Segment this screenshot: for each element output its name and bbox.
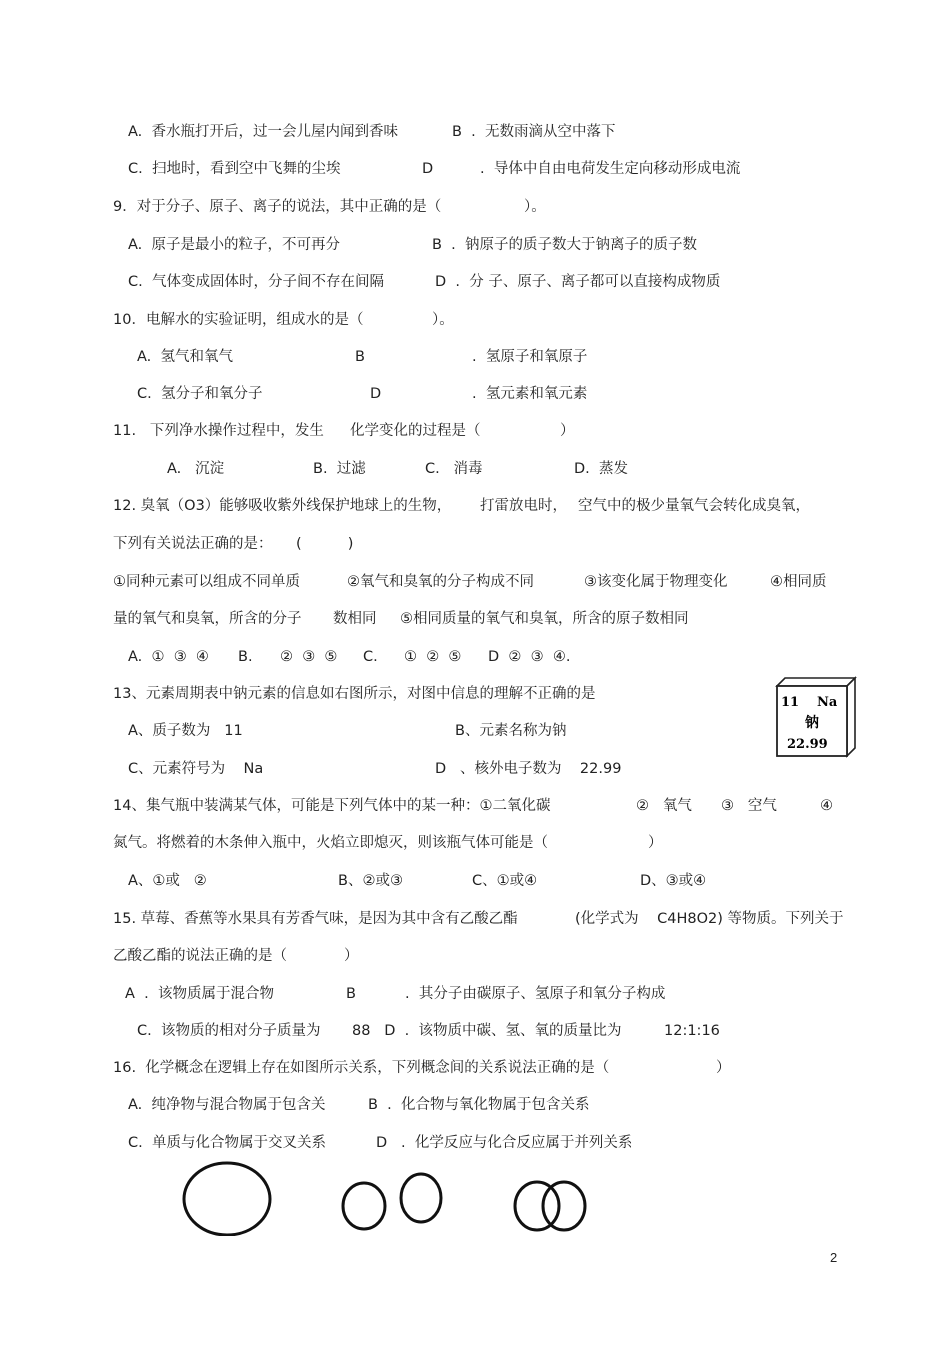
question-stem: (化学式为 C4H8O2) 等物质。下列关于 [575,911,844,927]
option-line: D 、核外电子数为 22.99 [435,761,622,777]
option-line: B . 无数雨滴从空中落下 [452,124,616,140]
question-stem: 氮气。将燃着的木条伸入瓶中，火焰立即熄灭，则该瓶气体可能是（ [113,835,548,851]
option-line: D . 化学反应与化合反应属于并列关系 [376,1135,633,1151]
statement-line: ②氧气和臭氧的分子构成不同 [347,574,534,590]
option-line: D、③或④ [640,873,707,889]
option-line: . 导体中自由电荷发生定向移动形成电流 [480,161,741,177]
option-line: D ② ③ ④. [488,649,571,665]
question-stem: 9．对于分子、原子、离子的说法，其中正确的是（ [113,199,442,215]
option-line: B [346,986,356,1002]
question-stem: 空气中的极少量氧气会转化成臭氧， [578,498,810,514]
option-line: A. 香水瓶打开后，过一会儿屋内闻到香味 [128,124,398,140]
option-line: . 其分子由碳原子、氢原子和氧分子构成 [405,986,666,1002]
option-line: A. ① ③ ④ [128,649,209,665]
option-line: . 氢原子和氧原子 [472,349,588,365]
option-line: B、②或③ [338,873,403,889]
question-stem: ③ 空气 [721,798,777,814]
option-line: B、元素名称为钠 [455,723,567,739]
question-stem: 12. 臭氧（O3）能够吸收紫外线保护地球上的生物， [113,498,452,514]
option-line: D [422,161,434,177]
intersect-circle-left [515,1182,559,1230]
option-line: ② ③ ⑤ [280,649,338,665]
option-line: A、质子数为 11 [128,723,243,739]
option-line: C. 消毒 [425,461,483,477]
question-stem: ） [560,423,575,439]
statement-line: 数相同 [333,611,377,627]
concept-relationship-diagram [178,1158,598,1236]
option-line: 88 D . 该物质中碳、氢、氧的质量比为 [352,1023,622,1039]
atomic-mass: 22.99 [787,737,828,752]
option-line: B . 化合物与氧化物属于包含关系 [368,1097,590,1113]
question-stem: 16. 化学概念在逻辑上存在如图所示关系，下列概念间的关系说法正确的是（ [113,1060,610,1076]
option-line: A. 氢气和氧气 [137,349,233,365]
question-stem: ） [648,835,663,851]
question-stem: 11. 下列净水操作过程中，发生 [113,423,324,439]
statement-line: ①同种元素可以组成不同单质 [113,574,300,590]
intersect-circle-right [543,1182,585,1230]
page-number: 2 [830,1250,838,1265]
question-stem: ② 氧气 [636,798,692,814]
option-line: C. 扫地时，看到空中飞舞的尘埃 [128,161,341,177]
option-line: A. 纯净物与混合物属于包含关 [128,1097,326,1113]
option-line: D [370,386,382,402]
option-line: C. 该物质的相对分子质量为 [137,1023,321,1039]
option-line: A. 沉淀 [167,461,225,477]
statement-line: ⑤相同质量的氧气和臭氧，所含的原子数相同 [400,611,689,627]
question-stem: 乙酸乙酯的说法正确的是（ [113,948,287,964]
question-stem: ） [716,1060,731,1076]
option-line: B [355,349,365,365]
statement-line: ④相同质 [770,574,827,590]
option-line: D. 蒸发 [574,461,628,477]
question-stem: 下列有关说法正确的是： [113,536,273,552]
question-stem: ）。 [432,312,454,328]
element-card-sodium [773,676,857,758]
option-line: 12:1:16 [664,1023,720,1039]
question-stem: 10．电解水的实验证明，组成水的是（ [113,312,364,328]
question-stem: 15. 草莓、香蕉等水果具有芳香气味，是因为其中含有乙酸乙酯 [113,911,518,927]
parallel-circle-right [401,1174,441,1222]
element-name: 钠 [805,715,819,731]
element-symbol: Na [817,695,838,710]
atomic-number: 11 [781,695,800,710]
question-stem: 打雷放电时， [480,498,567,514]
option-line: . 氢元素和氧元素 [472,386,588,402]
option-line: B. [238,649,253,665]
question-stem: ( ) [296,536,354,552]
option-line: B . 钠原子的质子数大于钠离子的质子数 [432,237,697,253]
question-stem: 14、集气瓶中装满某气体，可能是下列气体中的某一种：①二氧化碳 [113,798,551,814]
containment-circle [184,1163,270,1235]
option-line: A. 原子是最小的粒子，不可再分 [128,237,340,253]
option-line: C、元素符号为 Na [128,761,264,777]
option-line: A . 该物质属于混合物 [125,986,274,1002]
question-stem: ） [344,948,359,964]
question-stem: 13、元素周期表中钠元素的信息如右图所示，对图中信息的理解不正确的是 [113,686,596,702]
option-line: C. 单质与化合物属于交叉关系 [128,1135,326,1151]
question-stem: 化学变化的过程是（ [350,423,481,439]
option-line: B. 过滤 [313,461,366,477]
option-line: C. [363,649,378,665]
option-line: C、①或④ [472,873,538,889]
question-stem: ④ [820,798,833,814]
option-line: ① ② ⑤ [404,649,462,665]
option-line: A、①或 ② [128,873,207,889]
option-line: D . 分 子、原子、离子都可以直接构成物质 [435,274,721,290]
question-stem: ）。 [524,199,546,215]
option-line: C. 气体变成固体时，分子间不存在间隔 [128,274,384,290]
parallel-circle-left [343,1183,385,1229]
statement-line: ③该变化属于物理变化 [584,574,728,590]
statement-line: 量的氧气和臭氧，所含的分子 [113,611,302,627]
option-line: C. 氢分子和氧分子 [137,386,263,402]
